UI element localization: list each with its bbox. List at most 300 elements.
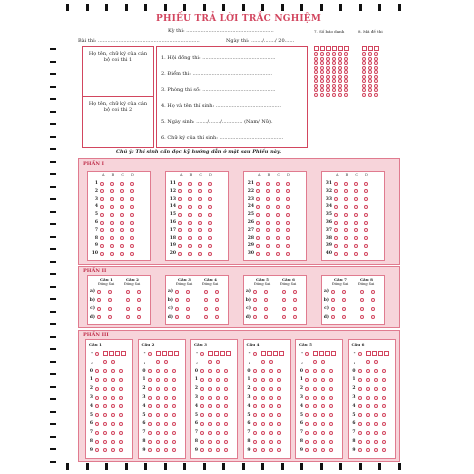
digit-bubble[interactable] <box>305 431 309 435</box>
answer-bubble[interactable] <box>100 236 104 240</box>
digit-bubble[interactable] <box>172 431 176 435</box>
answer-bubble[interactable] <box>110 244 114 248</box>
id-bubble[interactable] <box>344 75 348 79</box>
answer-bubble[interactable] <box>334 213 338 217</box>
digit-bubble[interactable] <box>172 413 176 417</box>
id-bubble[interactable] <box>368 75 372 79</box>
answer-bubble[interactable] <box>334 189 338 193</box>
digit-bubble[interactable] <box>374 396 378 400</box>
answer-bubble[interactable] <box>344 244 348 248</box>
answer-bubble[interactable] <box>110 182 114 186</box>
answer-bubble[interactable] <box>331 298 335 302</box>
digit-bubble[interactable] <box>164 387 168 391</box>
digit-bubble[interactable] <box>253 369 257 373</box>
answer-bubble[interactable] <box>364 244 368 248</box>
field-room[interactable]: 3. Phòng thi số: .............................................. <box>161 87 276 93</box>
digit-bubble[interactable] <box>358 387 362 391</box>
answer-bubble[interactable] <box>198 189 202 193</box>
id-bubble[interactable] <box>338 70 342 74</box>
digit-bubble[interactable] <box>313 378 317 382</box>
digit-bubble[interactable] <box>95 369 99 373</box>
digit-bubble[interactable] <box>156 378 160 382</box>
digit-bubble[interactable] <box>366 413 370 417</box>
digit-bubble[interactable] <box>119 413 123 417</box>
digit-bubble[interactable] <box>313 369 317 373</box>
digit-bubble[interactable] <box>119 448 123 452</box>
digit-bubble[interactable] <box>224 440 228 444</box>
id-bubble[interactable] <box>332 61 336 65</box>
answer-bubble[interactable] <box>286 213 290 217</box>
answer-bubble[interactable] <box>364 189 368 193</box>
digit-bubble[interactable] <box>200 387 204 391</box>
digit-bubble[interactable] <box>366 396 370 400</box>
digit-bubble[interactable] <box>172 422 176 426</box>
digit-bubble[interactable] <box>172 378 176 382</box>
digit-bubble[interactable] <box>208 413 212 417</box>
id-grid-column[interactable] <box>374 46 379 97</box>
answer-bubble[interactable] <box>253 307 257 311</box>
answer-bubble[interactable] <box>276 221 280 225</box>
answer-bubble[interactable] <box>208 182 212 186</box>
digit-bubble[interactable] <box>208 360 212 364</box>
answer-bubble[interactable] <box>342 315 346 319</box>
id-bubble[interactable] <box>374 93 378 97</box>
answer-bubble[interactable] <box>286 197 290 201</box>
digit-bubble[interactable] <box>277 369 281 373</box>
digit-bubble[interactable] <box>382 404 386 408</box>
digit-bubble[interactable] <box>277 378 281 382</box>
digit-bubble[interactable] <box>172 369 176 373</box>
answer-bubble[interactable] <box>198 236 202 240</box>
id-bubble[interactable] <box>374 61 378 65</box>
digit-bubble[interactable] <box>224 387 228 391</box>
answer-bubble[interactable] <box>215 307 219 311</box>
digit-bubble[interactable] <box>366 387 370 391</box>
digit-bubble[interactable] <box>374 404 378 408</box>
answer-bubble[interactable] <box>120 221 124 225</box>
digit-bubble[interactable] <box>224 422 228 426</box>
digit-bubble[interactable] <box>111 378 115 382</box>
id-bubble[interactable] <box>344 93 348 97</box>
field-site[interactable]: 2. Điểm thi: .................................................. <box>161 71 272 77</box>
answer-bubble[interactable] <box>130 213 134 217</box>
answer-bubble[interactable] <box>110 221 114 225</box>
digit-bubble[interactable] <box>208 369 212 373</box>
digit-bubble[interactable] <box>164 378 168 382</box>
id-bubble[interactable] <box>320 70 324 74</box>
digit-bubble[interactable] <box>382 440 386 444</box>
digit-bubble[interactable] <box>374 387 378 391</box>
id-bubble[interactable] <box>326 75 330 79</box>
digit-bubble[interactable] <box>164 369 168 373</box>
answer-bubble[interactable] <box>282 315 286 319</box>
answer-bubble[interactable] <box>266 205 270 209</box>
answer-bubble[interactable] <box>286 189 290 193</box>
answer-bubble[interactable] <box>344 213 348 217</box>
answer-bubble[interactable] <box>208 252 212 256</box>
answer-bubble[interactable] <box>364 182 368 186</box>
answer-bubble[interactable] <box>186 315 190 319</box>
answer-bubble[interactable] <box>276 182 280 186</box>
digit-bubble[interactable] <box>156 360 160 364</box>
digit-bubble[interactable] <box>313 448 317 452</box>
answer-bubble[interactable] <box>188 244 192 248</box>
digit-bubble[interactable] <box>172 404 176 408</box>
digit-bubble[interactable] <box>208 387 212 391</box>
answer-bubble[interactable] <box>198 197 202 201</box>
digit-bubble[interactable] <box>224 378 228 382</box>
digit-bubble[interactable] <box>253 387 257 391</box>
digit-bubble[interactable] <box>164 360 168 364</box>
answer-bubble[interactable] <box>137 290 141 294</box>
answer-bubble[interactable] <box>178 213 182 217</box>
answer-bubble[interactable] <box>344 182 348 186</box>
id-bubble[interactable] <box>338 66 342 70</box>
answer-bubble[interactable] <box>204 307 208 311</box>
id-bubble[interactable] <box>320 79 324 83</box>
digit-bubble[interactable] <box>382 448 386 452</box>
answer-bubble[interactable] <box>188 197 192 201</box>
answer-bubble[interactable] <box>282 298 286 302</box>
id-bubble[interactable] <box>344 79 348 83</box>
answer-bubble[interactable] <box>204 315 208 319</box>
digit-bubble[interactable] <box>156 413 160 417</box>
answer-bubble[interactable] <box>97 315 101 319</box>
answer-bubble[interactable] <box>354 189 358 193</box>
digit-bubble[interactable] <box>261 378 265 382</box>
id-bubble[interactable] <box>326 93 330 97</box>
digit-bubble[interactable] <box>269 404 273 408</box>
answer-bubble[interactable] <box>286 252 290 256</box>
digit-bubble[interactable] <box>253 404 257 408</box>
answer-bubble[interactable] <box>360 307 364 311</box>
id-bubble[interactable] <box>332 93 336 97</box>
digit-bubble[interactable] <box>358 413 362 417</box>
digit-bubble[interactable] <box>200 413 204 417</box>
digit-bubble[interactable] <box>277 404 281 408</box>
digit-bubble[interactable] <box>224 396 228 400</box>
answer-bubble[interactable] <box>130 182 134 186</box>
id-bubble[interactable] <box>320 52 324 56</box>
answer-bubble[interactable] <box>364 221 368 225</box>
id-bubble[interactable] <box>362 57 366 61</box>
digit-bubble[interactable] <box>358 431 362 435</box>
answer-bubble[interactable] <box>130 197 134 201</box>
id-grid-box[interactable] <box>326 46 331 51</box>
id-grid-column[interactable] <box>368 46 373 97</box>
id-bubble[interactable] <box>368 57 372 61</box>
answer-bubble[interactable] <box>175 298 179 302</box>
digit-bubble[interactable] <box>200 369 204 373</box>
digit-bubble[interactable] <box>305 387 309 391</box>
answer-bubble[interactable] <box>208 213 212 217</box>
id-bubble[interactable] <box>326 70 330 74</box>
digit-bubble[interactable] <box>148 404 152 408</box>
id-bubble[interactable] <box>374 79 378 83</box>
digit-bubble[interactable] <box>321 369 325 373</box>
digit-bubble[interactable] <box>305 413 309 417</box>
digit-bubble[interactable] <box>216 378 220 382</box>
digit-bubble[interactable] <box>277 396 281 400</box>
digit-bubble[interactable] <box>261 369 265 373</box>
digit-bubble[interactable] <box>103 422 107 426</box>
answer-bubble[interactable] <box>188 205 192 209</box>
answer-bubble[interactable] <box>110 252 114 256</box>
answer-bubble[interactable] <box>208 197 212 201</box>
digit-bubble[interactable] <box>95 413 99 417</box>
answer-bubble[interactable] <box>256 182 260 186</box>
id-grid-column[interactable] <box>332 46 337 97</box>
answer-bubble[interactable] <box>266 197 270 201</box>
digit-bubble[interactable] <box>216 360 220 364</box>
id-bubble[interactable] <box>362 79 366 83</box>
digit-bubble[interactable] <box>358 440 362 444</box>
answer-bubble[interactable] <box>264 298 268 302</box>
answer-bubble[interactable] <box>364 205 368 209</box>
digit-bubble[interactable] <box>321 404 325 408</box>
id-bubble[interactable] <box>338 79 342 83</box>
id-bubble[interactable] <box>344 66 348 70</box>
answer-bubble[interactable] <box>334 197 338 201</box>
digit-bubble[interactable] <box>111 404 115 408</box>
digit-bubble[interactable] <box>329 378 333 382</box>
answer-bubble[interactable] <box>100 244 104 248</box>
id-bubble[interactable] <box>368 88 372 92</box>
digit-bubble[interactable] <box>208 440 212 444</box>
digit-bubble[interactable] <box>366 360 370 364</box>
id-grid-box[interactable] <box>362 46 367 51</box>
digit-bubble[interactable] <box>156 369 160 373</box>
id-bubble[interactable] <box>332 66 336 70</box>
digit-bubble[interactable] <box>156 448 160 452</box>
digit-bubble[interactable] <box>164 440 168 444</box>
digit-bubble[interactable] <box>374 431 378 435</box>
answer-bubble[interactable] <box>342 307 346 311</box>
digit-bubble[interactable] <box>313 360 317 364</box>
id-bubble[interactable] <box>368 84 372 88</box>
digit-bubble[interactable] <box>253 378 257 382</box>
answer-bubble[interactable] <box>178 182 182 186</box>
digit-bubble[interactable] <box>103 404 107 408</box>
answer-bubble[interactable] <box>110 213 114 217</box>
answer-bubble[interactable] <box>334 252 338 256</box>
answer-bubble[interactable] <box>130 189 134 193</box>
answer-bubble[interactable] <box>286 221 290 225</box>
answer-bubble[interactable] <box>120 244 124 248</box>
answer-bubble[interactable] <box>334 236 338 240</box>
digit-bubble[interactable] <box>216 448 220 452</box>
digit-bubble[interactable] <box>208 422 212 426</box>
answer-bubble[interactable] <box>344 236 348 240</box>
id-grid-box[interactable] <box>344 46 349 51</box>
id-bubble[interactable] <box>314 52 318 56</box>
id-bubble[interactable] <box>362 75 366 79</box>
answer-bubble[interactable] <box>286 205 290 209</box>
answer-bubble[interactable] <box>276 205 280 209</box>
digit-bubble[interactable] <box>208 378 212 382</box>
answer-bubble[interactable] <box>334 221 338 225</box>
digit-bubble[interactable] <box>382 431 386 435</box>
answer-bubble[interactable] <box>188 236 192 240</box>
answer-bubble[interactable] <box>266 236 270 240</box>
digit-bubble[interactable] <box>103 413 107 417</box>
answer-bubble[interactable] <box>188 221 192 225</box>
answer-bubble[interactable] <box>364 197 368 201</box>
digit-bubble[interactable] <box>277 422 281 426</box>
id-bubble[interactable] <box>326 57 330 61</box>
digit-bubble[interactable] <box>208 431 212 435</box>
id-bubble[interactable] <box>326 66 330 70</box>
digit-bubble[interactable] <box>277 440 281 444</box>
answer-bubble[interactable] <box>110 197 114 201</box>
digit-bubble[interactable] <box>172 396 176 400</box>
digit-bubble[interactable] <box>261 440 265 444</box>
digit-bubble[interactable] <box>253 396 257 400</box>
digit-bubble[interactable] <box>358 396 362 400</box>
answer-bubble[interactable] <box>266 228 270 232</box>
answer-bubble[interactable] <box>286 244 290 248</box>
answer-bubble[interactable] <box>331 307 335 311</box>
digit-bubble[interactable] <box>374 440 378 444</box>
answer-bubble[interactable] <box>256 205 260 209</box>
digit-bubble[interactable] <box>321 448 325 452</box>
digit-bubble[interactable] <box>111 431 115 435</box>
digit-bubble[interactable] <box>172 448 176 452</box>
digit-bubble[interactable] <box>277 448 281 452</box>
answer-bubble[interactable] <box>256 221 260 225</box>
digit-bubble[interactable] <box>382 387 386 391</box>
digit-bubble[interactable] <box>111 440 115 444</box>
digit-bubble[interactable] <box>156 387 160 391</box>
answer-bubble[interactable] <box>178 197 182 201</box>
digit-bubble[interactable] <box>208 396 212 400</box>
answer-bubble[interactable] <box>178 189 182 193</box>
answer-bubble[interactable] <box>130 205 134 209</box>
digit-bubble[interactable] <box>329 387 333 391</box>
answer-bubble[interactable] <box>120 252 124 256</box>
answer-bubble[interactable] <box>334 205 338 209</box>
answer-bubble[interactable] <box>354 244 358 248</box>
digit-bubble[interactable] <box>253 440 257 444</box>
answer-bubble[interactable] <box>108 315 112 319</box>
id-grid-column[interactable] <box>314 46 319 97</box>
digit-bubble[interactable] <box>269 431 273 435</box>
id-bubble[interactable] <box>332 52 336 56</box>
answer-bubble[interactable] <box>130 221 134 225</box>
id-bubble[interactable] <box>332 88 336 92</box>
digit-bubble[interactable] <box>366 422 370 426</box>
answer-bubble[interactable] <box>354 228 358 232</box>
digit-bubble[interactable] <box>313 387 317 391</box>
digit-bubble[interactable] <box>111 448 115 452</box>
answer-bubble[interactable] <box>264 307 268 311</box>
digit-bubble[interactable] <box>358 404 362 408</box>
digit-bubble[interactable] <box>200 440 204 444</box>
answer-bubble[interactable] <box>331 315 335 319</box>
digit-bubble[interactable] <box>164 431 168 435</box>
answer-bubble[interactable] <box>354 213 358 217</box>
digit-bubble[interactable] <box>358 352 362 356</box>
answer-bubble[interactable] <box>276 244 280 248</box>
answer-bubble[interactable] <box>256 197 260 201</box>
digit-bubble[interactable] <box>321 387 325 391</box>
answer-bubble[interactable] <box>334 228 338 232</box>
digit-bubble[interactable] <box>277 387 281 391</box>
digit-bubble[interactable] <box>253 431 257 435</box>
id-bubble[interactable] <box>320 93 324 97</box>
id-bubble[interactable] <box>320 84 324 88</box>
id-bubble[interactable] <box>344 70 348 74</box>
answer-bubble[interactable] <box>130 244 134 248</box>
digit-bubble[interactable] <box>329 413 333 417</box>
digit-bubble[interactable] <box>321 396 325 400</box>
id-bubble[interactable] <box>314 75 318 79</box>
digit-bubble[interactable] <box>382 378 386 382</box>
digit-bubble[interactable] <box>216 413 220 417</box>
answer-bubble[interactable] <box>137 298 141 302</box>
answer-bubble[interactable] <box>97 307 101 311</box>
answer-bubble[interactable] <box>188 213 192 217</box>
digit-bubble[interactable] <box>224 404 228 408</box>
answer-bubble[interactable] <box>354 182 358 186</box>
answer-bubble[interactable] <box>198 244 202 248</box>
id-bubble[interactable] <box>320 88 324 92</box>
answer-bubble[interactable] <box>293 298 297 302</box>
id-bubble[interactable] <box>374 66 378 70</box>
answer-bubble[interactable] <box>276 252 280 256</box>
answer-bubble[interactable] <box>293 307 297 311</box>
id-bubble[interactable] <box>338 88 342 92</box>
answer-bubble[interactable] <box>266 213 270 217</box>
answer-bubble[interactable] <box>186 307 190 311</box>
id-bubble[interactable] <box>374 57 378 61</box>
answer-bubble[interactable] <box>208 244 212 248</box>
digit-bubble[interactable] <box>329 440 333 444</box>
digit-bubble[interactable] <box>358 369 362 373</box>
digit-bubble[interactable] <box>313 431 317 435</box>
digit-bubble[interactable] <box>148 431 152 435</box>
answer-bubble[interactable] <box>342 298 346 302</box>
digit-bubble[interactable] <box>305 369 309 373</box>
answer-bubble[interactable] <box>354 236 358 240</box>
answer-bubble[interactable] <box>110 228 114 232</box>
digit-bubble[interactable] <box>119 387 123 391</box>
digit-bubble[interactable] <box>200 378 204 382</box>
id-bubble[interactable] <box>314 88 318 92</box>
id-bubble[interactable] <box>374 88 378 92</box>
digit-bubble[interactable] <box>321 440 325 444</box>
answer-bubble[interactable] <box>204 298 208 302</box>
digit-bubble[interactable] <box>305 448 309 452</box>
answer-bubble[interactable] <box>282 290 286 294</box>
answer-bubble[interactable] <box>371 315 375 319</box>
id-bubble[interactable] <box>368 79 372 83</box>
answer-bubble[interactable] <box>100 182 104 186</box>
id-bubble[interactable] <box>344 57 348 61</box>
digit-bubble[interactable] <box>200 431 204 435</box>
answer-bubble[interactable] <box>108 298 112 302</box>
id-bubble[interactable] <box>314 84 318 88</box>
id-bubble[interactable] <box>344 61 348 65</box>
digit-bubble[interactable] <box>261 404 265 408</box>
id-bubble[interactable] <box>344 88 348 92</box>
digit-bubble[interactable] <box>164 404 168 408</box>
digit-bubble[interactable] <box>95 396 99 400</box>
digit-bubble[interactable] <box>111 369 115 373</box>
digit-bubble[interactable] <box>374 422 378 426</box>
answer-bubble[interactable] <box>178 221 182 225</box>
answer-bubble[interactable] <box>97 290 101 294</box>
